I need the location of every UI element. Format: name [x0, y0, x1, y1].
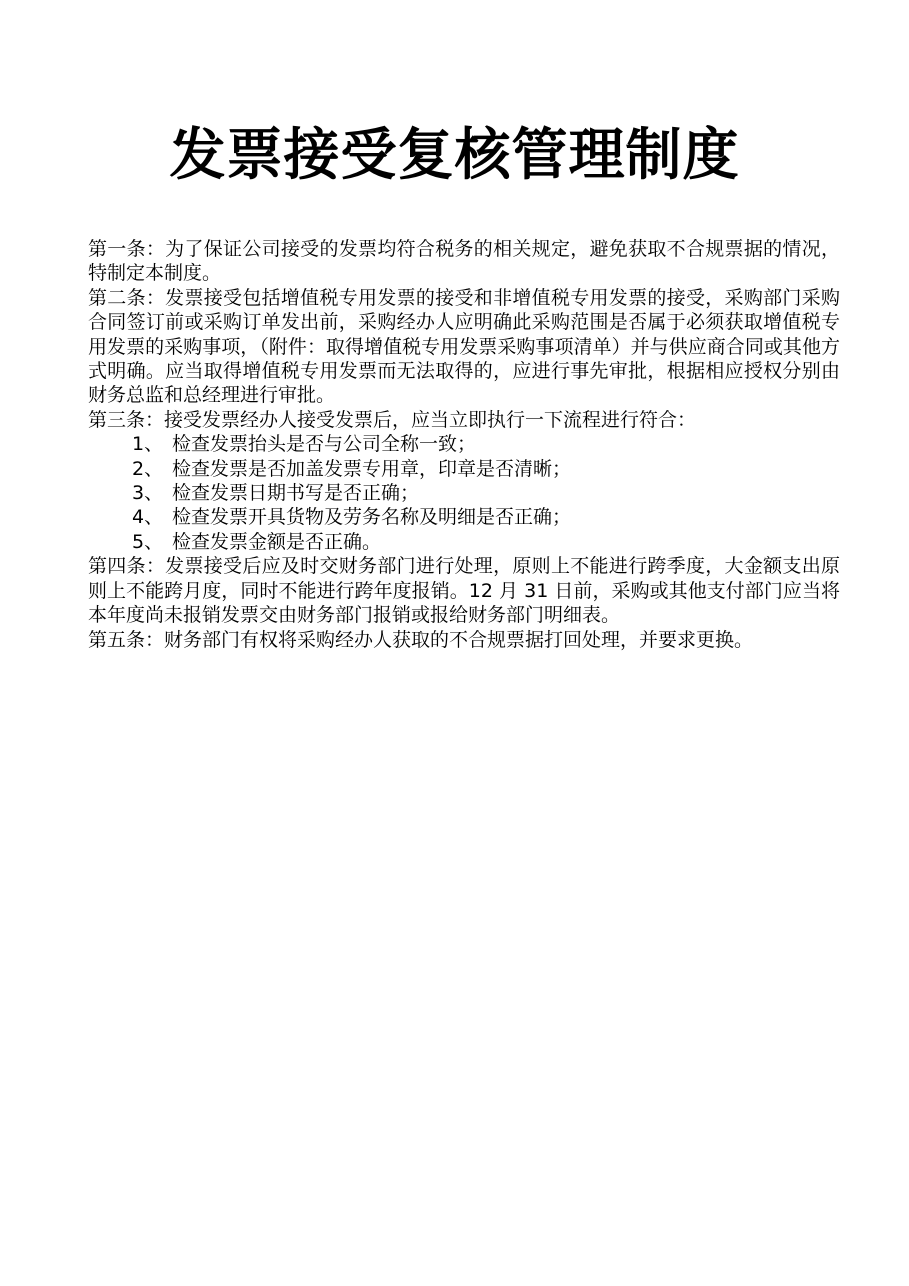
list-item-number: 4、 [132, 506, 164, 529]
list-item [88, 457, 840, 481]
checklist [88, 432, 840, 554]
list-item-text: 检查发票金额是否正确。 [172, 530, 382, 553]
list-item [88, 432, 840, 456]
list-item [88, 481, 840, 505]
article-4: 第四条：发票接受后应及时交财务部门进行处理，原则上不能进行跨季度，大金额支出原则上不能跨月度，同时不能进行跨年度报销。12 月 31 日前，采购或其他支付部门应当将本年度尚未报销发票交由财务部门报销或报给财务部门明细表。 [88, 555, 840, 627]
article-5: 第五条：财务部门有权将采购经办人获取的不合规票据打回处理，并要求更换。 [88, 628, 754, 651]
list-item [88, 530, 840, 554]
list-item-number: 5、 [132, 530, 164, 553]
article-1: 第一条：为了保证公司接受的发票均符合税务的相关规定，避免获取不合规票据的情况，特制定本制度。 [88, 238, 840, 285]
article-2: 第二条：发票接受包括增值税专用发票的接受和非增值税专用发票的接受，采购部门采购合同签订前或采购订单发出前，采购经办人应明确此采购范围是否属于必须获取增值税专用发票的采购事项，（附件：取得增值税专用发票采购事项清单）并与供应商合同或其他方式明确。应当取得增值税专用发票而无法取得的，应进行事先审批，根据相应授权分别由财务总监和总经理进行审批。 [88, 286, 840, 407]
list-item-text: 检查发票日期书写是否正确； [172, 482, 420, 505]
list-item-text: 检查发票开具货物及劳务名称及明细是否正确； [172, 506, 572, 529]
list-item-text: 检查发票抬头是否与公司全称一致； [172, 433, 477, 456]
list-item-number: 3、 [132, 482, 164, 505]
document-body [88, 237, 840, 652]
list-item-number: 2、 [132, 457, 164, 480]
list-item [88, 505, 840, 529]
list-item-text: 检查发票是否加盖发票专用章，印章是否清晰； [172, 457, 572, 480]
article-3: 第三条：接受发票经办人接受发票后，应当立即执行一下流程进行符合： [88, 408, 697, 431]
document-title: 发票接受复核管理制度 [169, 123, 740, 188]
list-item-number: 1、 [132, 433, 164, 456]
